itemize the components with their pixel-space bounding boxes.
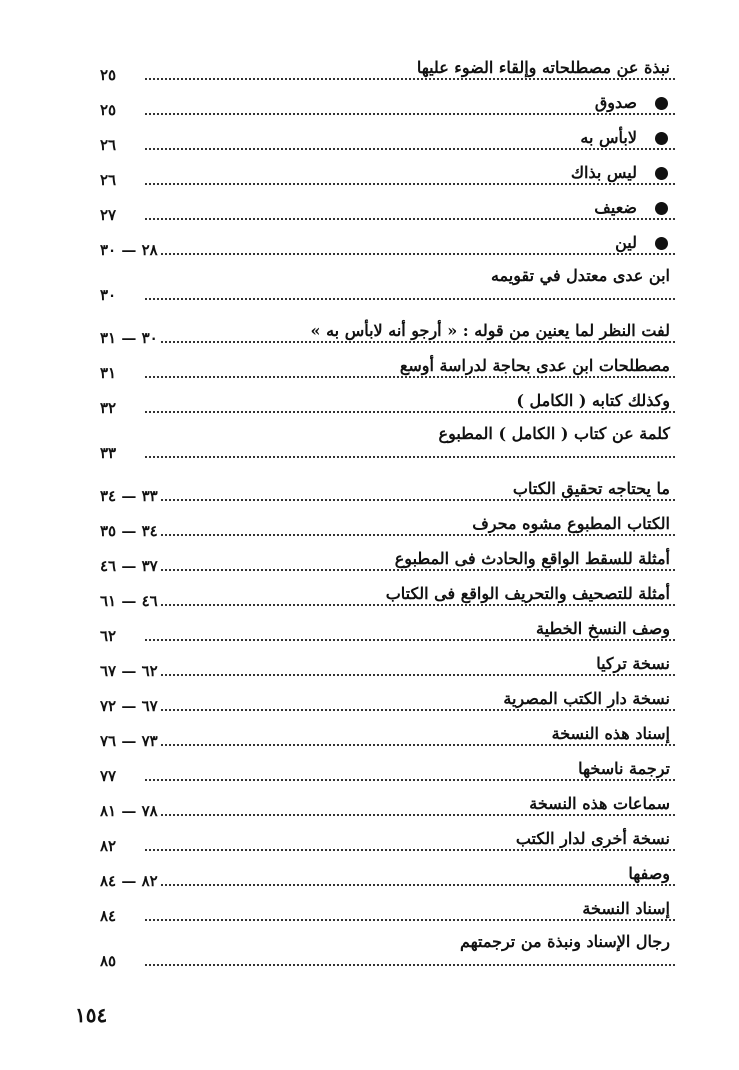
toc-entry <box>95 788 675 823</box>
toc-entry-title: لفت النظر لما يعنين من قوله : « أرجو أنه لابأس به » <box>310 321 670 340</box>
toc-entry-pages: ٢٥ <box>100 101 117 119</box>
toc-entry <box>95 87 675 122</box>
toc-entry-title: نسخة دار الكتب المصرية <box>503 689 670 708</box>
toc-entry-title: رجال الإسناد ونبذة من ترجمتهم <box>459 932 670 951</box>
toc-entry <box>95 262 675 315</box>
toc-entry-title: ما يحتاجه تحقيق الكتاب <box>512 479 670 498</box>
toc-entry-pages: ٢٨ — ٣٠ <box>100 241 158 259</box>
toc-entry-title: وصفها <box>628 864 670 883</box>
toc-entry-pages: ٣٠ <box>100 286 117 304</box>
toc-entry-title: نسخة أخرى لدار الكتب <box>515 829 670 848</box>
dot-leader <box>145 376 675 378</box>
toc-entry-title: نسخة تركيا <box>596 654 670 673</box>
toc-entry-title: إسناد هذه النسخة <box>551 724 670 743</box>
toc-entry-title: الكتاب المطبوع مشوه محرف <box>472 514 670 533</box>
toc-entry-pages: ٣٧ — ٤٦ <box>100 557 158 575</box>
dot-leader <box>145 814 675 816</box>
toc-entry-pages: ٣٢ <box>100 399 117 417</box>
toc-entry-pages: ٢٦ <box>100 136 117 154</box>
toc-entry <box>95 893 675 928</box>
toc-entry <box>95 122 675 157</box>
toc-entry <box>95 385 675 420</box>
dot-leader <box>145 113 675 115</box>
bullet-icon <box>655 167 668 180</box>
toc-entry-pages: ٦٧ — ٧٢ <box>100 697 158 715</box>
toc-entry-pages: ٢٧ <box>100 206 117 224</box>
toc-entry-title: صدوق <box>594 93 637 112</box>
toc-entry <box>95 350 675 385</box>
dot-leader <box>145 744 675 746</box>
table-of-contents <box>95 52 675 981</box>
toc-entry <box>95 858 675 893</box>
toc-entry-pages: ٦٢ <box>100 627 117 645</box>
dot-leader <box>145 709 675 711</box>
toc-entry-title: وكذلك كتابه ( الكامل ) <box>516 391 670 410</box>
dot-leader <box>145 411 675 413</box>
toc-entry-title: نبذة عن مصطلحاته وإلقاء الضوء عليها <box>416 58 670 77</box>
toc-entry <box>95 157 675 192</box>
toc-entry-pages: ٦٢ — ٦٧ <box>100 662 158 680</box>
toc-entry <box>95 928 675 981</box>
bullet-icon <box>655 97 668 110</box>
toc-entry <box>95 578 675 613</box>
toc-entry-pages: ٨٢ <box>100 837 117 855</box>
bullet-icon <box>655 237 668 250</box>
toc-entry <box>95 683 675 718</box>
bullet-icon <box>655 202 668 215</box>
dot-leader <box>145 604 675 606</box>
toc-entry <box>95 508 675 543</box>
toc-entry-title: أمثلة للتصحيف والتحريف الواقع فى الكتاب <box>385 584 670 603</box>
toc-entry-pages: ٣٠ — ٣١ <box>100 329 158 347</box>
bullet-icon <box>655 132 668 145</box>
toc-entry-pages: ٣١ <box>100 364 117 382</box>
toc-entry-title: ترجمة ناسخها <box>578 759 670 778</box>
dot-leader <box>145 534 675 536</box>
toc-entry-pages: ٨٢ — ٨٤ <box>100 872 158 890</box>
toc-entry <box>95 543 675 578</box>
toc-entry-title: مصطلحات ابن عدى بحاجة لدراسة أوسع <box>399 356 670 375</box>
toc-entry-pages: ٨٤ <box>100 907 117 925</box>
dot-leader <box>145 78 675 80</box>
page-number: ١٥٤ <box>75 1003 108 1027</box>
toc-entry <box>95 192 675 227</box>
toc-entry <box>95 613 675 648</box>
dot-leader <box>145 674 675 676</box>
dot-leader <box>145 849 675 851</box>
dot-leader <box>145 499 675 501</box>
dot-leader <box>145 341 675 343</box>
toc-entry-pages: ٧٣ — ٧٦ <box>100 732 158 750</box>
toc-entry <box>95 52 675 87</box>
toc-entry <box>95 823 675 858</box>
toc-entry <box>95 753 675 788</box>
toc-entry-pages: ٣٣ — ٣٤ <box>100 487 158 505</box>
dot-leader <box>145 779 675 781</box>
toc-entry-pages: ٢٥ <box>100 66 117 84</box>
dot-leader <box>145 639 675 641</box>
toc-entry-pages: ٣٤ — ٣٥ <box>100 522 158 540</box>
toc-entry-title: سماعات هذه النسخة <box>529 794 670 813</box>
dot-leader <box>145 148 675 150</box>
toc-entry-title: أمثلة للسقط الواقع والحادث فى المطبوع <box>394 549 670 568</box>
toc-entry-pages: ٣٣ <box>100 444 117 462</box>
dot-leader <box>145 884 675 886</box>
dot-leader <box>145 183 675 185</box>
toc-entry-title: لين <box>615 233 637 252</box>
toc-entry-title: ليس بذاك <box>570 163 637 182</box>
toc-entry <box>95 315 675 350</box>
dot-leader <box>145 456 675 458</box>
toc-entry-pages: ٧٧ <box>100 767 117 785</box>
dot-leader <box>145 218 675 220</box>
toc-entry-title: لابأس به <box>580 128 637 147</box>
dot-leader <box>145 569 675 571</box>
toc-entry <box>95 648 675 683</box>
toc-entry-pages: ٧٨ — ٨١ <box>100 802 158 820</box>
dot-leader <box>145 919 675 921</box>
dot-leader <box>145 253 675 255</box>
toc-entry-pages: ٤٦ — ٦١ <box>100 592 158 610</box>
toc-entry <box>95 420 675 473</box>
toc-entry-title: وصف النسخ الخطية <box>536 619 670 638</box>
toc-entry-pages: ٨٥ <box>100 952 117 970</box>
toc-entry-title: ضعيف <box>594 198 637 217</box>
dot-leader <box>145 964 675 966</box>
toc-entry-pages: ٢٦ <box>100 171 117 189</box>
toc-entry-title: كلمة عن كتاب ( الكامل ) المطبوع <box>438 424 670 443</box>
toc-entry <box>95 718 675 753</box>
toc-entry <box>95 227 675 262</box>
toc-entry <box>95 473 675 508</box>
dot-leader <box>145 298 675 300</box>
toc-entry-title: إسناد النسخة <box>582 899 670 918</box>
toc-entry-title: ابن عدى معتدل في تقويمه <box>490 266 670 285</box>
